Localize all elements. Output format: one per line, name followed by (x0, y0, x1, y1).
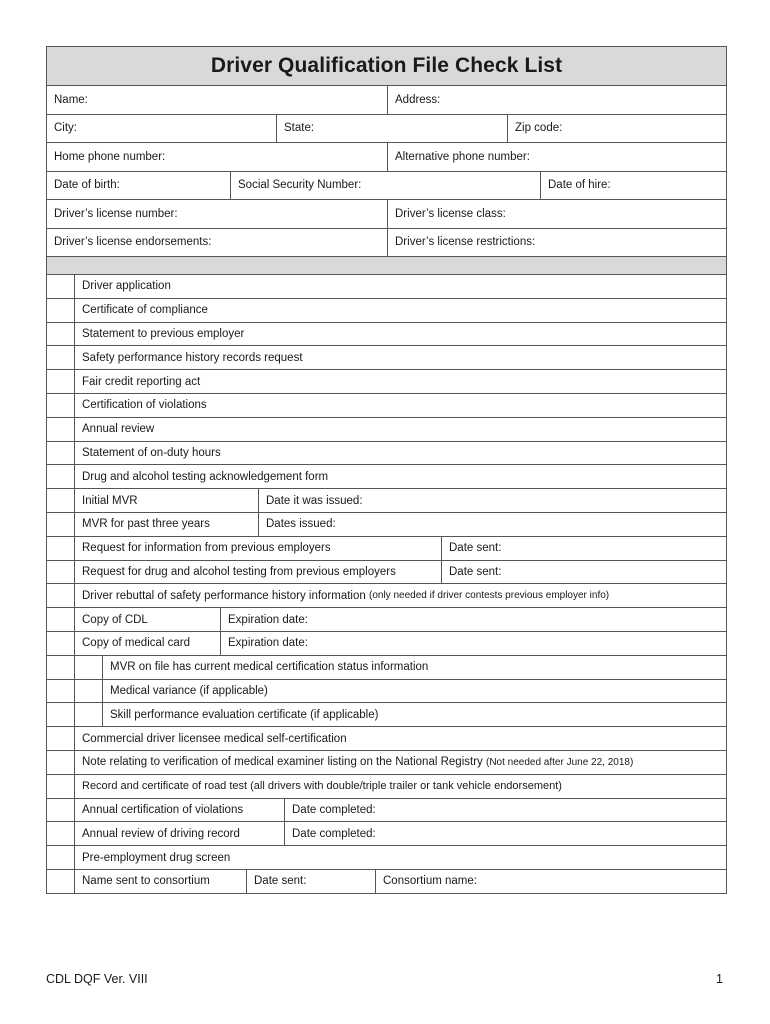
check-row (47, 561, 726, 585)
rebuttal-note: (only needed if driver contests previous employer info) (369, 590, 610, 602)
checkbox[interactable] (47, 561, 75, 584)
check-row (47, 775, 726, 799)
item-label: Fair credit reporting act (82, 375, 201, 388)
check-row (47, 608, 726, 632)
item-label: Record and certificate of road test (all drivers with double/triple trailer or tank vehicle endorsement) (82, 780, 562, 793)
checkbox[interactable] (75, 656, 103, 679)
item-label: Certificate of compliance (82, 304, 208, 317)
item-label: Name sent to consortium (75, 870, 247, 893)
alt-phone-field[interactable]: Alternative phone number: (395, 150, 530, 163)
checkbox[interactable] (47, 489, 75, 512)
checkbox[interactable] (75, 703, 103, 726)
checkbox-spacer (47, 656, 75, 679)
expiration-field[interactable]: Expiration date: (228, 637, 308, 650)
city-field[interactable]: City: (47, 115, 277, 143)
date-issued-field[interactable]: Date it was issued: (266, 494, 363, 507)
info-row-name (47, 86, 726, 115)
check-row (47, 799, 726, 823)
license-number-field[interactable]: Driver’s license number: (47, 200, 388, 228)
check-row (47, 656, 726, 680)
checkbox[interactable] (47, 584, 75, 607)
registry-note: (Not needed after June 22, 2018) (485, 756, 634, 768)
item-label: Statement to previous employer (82, 327, 245, 340)
checkbox[interactable] (75, 680, 103, 703)
check-row (47, 870, 726, 894)
name-field[interactable]: Name: (47, 86, 388, 114)
info-row-dob (47, 172, 726, 201)
check-row (47, 489, 726, 513)
item-label (75, 751, 726, 774)
ssn-field[interactable]: Social Security Number: (231, 172, 541, 200)
checkbox-spacer (47, 703, 75, 726)
date-completed-field[interactable]: Date completed: (292, 803, 376, 816)
section-divider (47, 257, 726, 275)
check-row (47, 418, 726, 442)
checkbox[interactable] (47, 727, 75, 750)
item-label: Request for drug and alcohol testing from previous employers (75, 561, 442, 584)
footer-version: CDL DQF Ver. VIII (46, 972, 148, 986)
item-label: Statement of on-duty hours (82, 446, 221, 459)
checkbox[interactable] (47, 870, 75, 893)
checkbox[interactable] (47, 299, 75, 322)
hire-date-field[interactable]: Date of hire: (548, 179, 611, 192)
item-label: Pre-employment drug screen (82, 851, 231, 864)
check-row (47, 275, 726, 299)
checkbox[interactable] (47, 775, 75, 798)
item-label: Commercial driver licensee medical self-certification (82, 732, 347, 745)
check-row (47, 632, 726, 656)
check-row (47, 394, 726, 418)
check-row (47, 537, 726, 561)
checkbox[interactable] (47, 799, 75, 822)
checkbox[interactable] (47, 275, 75, 298)
checkbox[interactable] (47, 394, 75, 417)
page-title: Driver Qualification File Check List (47, 47, 726, 86)
check-row (47, 299, 726, 323)
checkbox[interactable] (47, 632, 75, 655)
check-row (47, 727, 726, 751)
endorsements-field[interactable]: Driver’s license endorsements: (47, 229, 388, 257)
item-label: Safety performance history records request (82, 351, 303, 364)
zip-field[interactable]: Zip code: (515, 122, 563, 135)
checkbox[interactable] (47, 418, 75, 441)
date-completed-field[interactable]: Date completed: (292, 827, 376, 840)
home-phone-field[interactable]: Home phone number: (47, 143, 388, 171)
consortium-name-field[interactable]: Consortium name: (383, 875, 477, 888)
check-row (47, 370, 726, 394)
checkbox[interactable] (47, 323, 75, 346)
item-label: Request for information from previous employers (75, 537, 442, 560)
checklist-form (46, 46, 727, 894)
checkbox[interactable] (47, 822, 75, 845)
check-row (47, 323, 726, 347)
address-field[interactable]: Address: (395, 93, 441, 106)
registry-label: Note relating to verification of medical examiner listing on the National Registry (82, 756, 483, 769)
item-label: Initial MVR (75, 489, 259, 512)
info-row-license (47, 200, 726, 229)
check-row (47, 465, 726, 489)
item-label: Medical variance (if applicable) (110, 684, 268, 697)
restrictions-field[interactable]: Driver’s license restrictions: (395, 236, 536, 249)
license-class-field[interactable]: Driver’s license class: (395, 207, 506, 220)
check-row (47, 751, 726, 775)
date-sent-field[interactable]: Date sent: (449, 565, 502, 578)
checkbox[interactable] (47, 370, 75, 393)
checkbox-spacer (47, 680, 75, 703)
item-label: Certification of violations (82, 399, 207, 412)
check-row (47, 442, 726, 466)
footer-page-number: 1 (716, 972, 723, 986)
checkbox[interactable] (47, 751, 75, 774)
checkbox[interactable] (47, 513, 75, 536)
check-row (47, 513, 726, 537)
dob-field[interactable]: Date of birth: (47, 172, 231, 200)
check-row (47, 584, 726, 608)
info-row-city (47, 115, 726, 144)
checkbox[interactable] (47, 346, 75, 369)
item-label: Drug and alcohol testing acknowledgement form (82, 470, 329, 483)
item-label: Annual review (82, 423, 155, 436)
checkbox[interactable] (47, 442, 75, 465)
item-label: MVR on file has current medical certification status information (110, 661, 429, 674)
checkbox[interactable] (47, 608, 75, 631)
item-label: Annual review of driving record (75, 822, 285, 845)
item-label: MVR for past three years (75, 513, 259, 536)
date-sent-field[interactable]: Date sent: (247, 870, 376, 893)
rebuttal-label: Driver rebuttal of safety performance history information (82, 589, 366, 602)
dates-issued-field[interactable]: Dates issued: (266, 518, 336, 531)
info-row-endorsements (47, 229, 726, 258)
item-label: Copy of CDL (75, 608, 221, 631)
checkbox[interactable] (47, 537, 75, 560)
date-sent-field[interactable]: Date sent: (449, 542, 502, 555)
item-label: Skill performance evaluation certificate (if applicable) (110, 708, 379, 721)
item-label: Annual certification of violations (75, 799, 285, 822)
check-row (47, 846, 726, 870)
check-row (47, 680, 726, 704)
state-field[interactable]: State: (277, 115, 508, 143)
checkbox[interactable] (47, 465, 75, 488)
checkbox[interactable] (47, 846, 75, 869)
item-label: Copy of medical card (75, 632, 221, 655)
item-label (75, 584, 726, 607)
expiration-field[interactable]: Expiration date: (228, 613, 308, 626)
check-row (47, 346, 726, 370)
info-row-phone (47, 143, 726, 172)
check-row (47, 822, 726, 846)
item-label: Driver application (82, 280, 171, 293)
check-row (47, 703, 726, 727)
